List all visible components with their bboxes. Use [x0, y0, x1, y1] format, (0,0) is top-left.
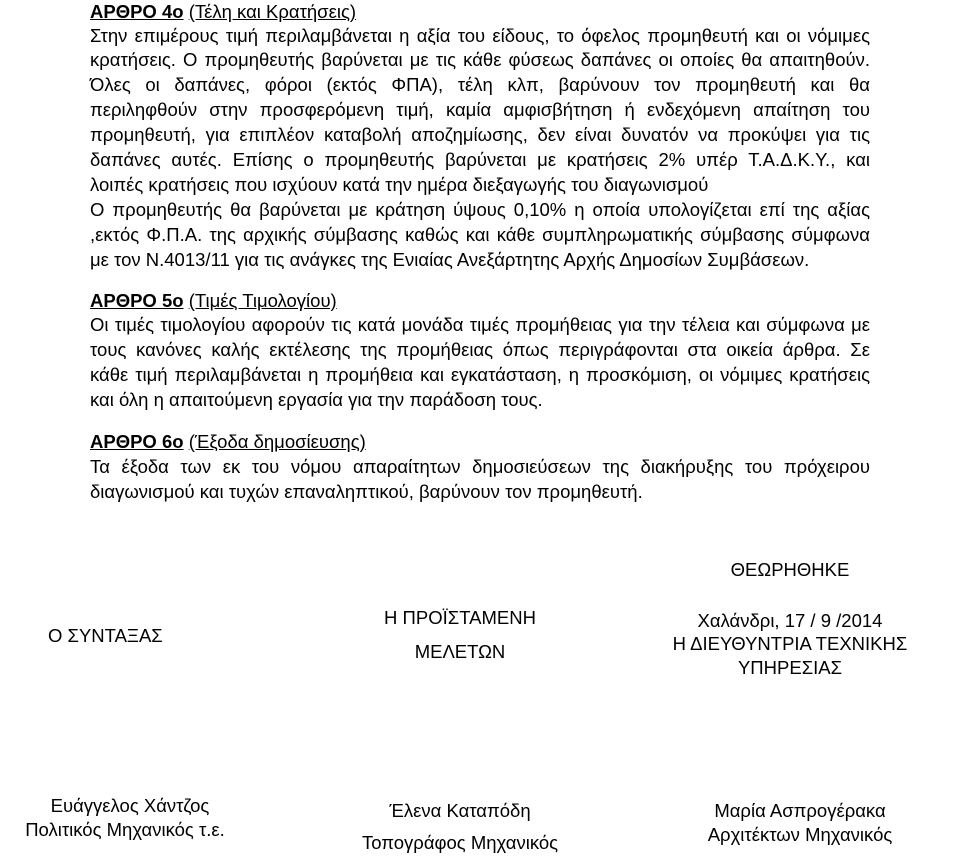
article4-line: με τον Ν.4013/11 για τις ανάγκες της Ενιαίας Ανεξάρτητης Αρχής Δημοσίων Συμβάσεων. — [90, 249, 810, 270]
head-title: Τοπογράφος Μηχανικός — [361, 832, 559, 853]
article4-line: δαπάνες αυτές. Επίσης ο προμηθευτής βαρύνεται με κρατήσεις 2% υπέρ Τ.Α.Δ.Κ.Υ., και — [90, 149, 870, 170]
article5-line: τους κανόνες καλής εκτέλεσης της προμήθειας όπως περιγράφονται στα οικεία άρθρα. Σε — [90, 339, 870, 360]
author-name: Ευάγγελος Χάντζος — [50, 795, 210, 816]
article4-line: Όλες οι δαπάνες, φόροι (εκτός ΦΠΑ), τέλη κλπ, βαρύνουν τον προμηθευτή και θα — [90, 74, 870, 95]
article6-subtitle: (Έξοδα δημοσίευσης) — [188, 431, 366, 452]
head-role-line2: ΜΕΛΕΤΩΝ — [414, 641, 506, 662]
article4-line: ,εκτός Φ.Π.Α. της αρχικής σύμβασης καθώς και κάθε συμπληρωματικής σύμβασης σύμφωνα — [90, 224, 870, 245]
article4-line: περιληφθούν στην προσφερόμενη τιμή, καμία αμφισβήτηση ή ενδεχόμενη απαίτηση του — [90, 99, 870, 120]
author-role: Ο ΣΥΝΤΑΞΑΣ — [48, 625, 163, 646]
article4-line: προμηθευτή, για επιπλέον καταβολή αποζημίωσης, δεν είναι δυνατόν να προκύψει για τις — [90, 124, 870, 145]
director-name: Μαρία Ασπρογέρακα — [714, 800, 886, 821]
article6-heading — [90, 430, 366, 454]
article6-line: διαγωνισμού και τυχών επαναληπτικού, βαρύνουν τον προμηθευτή. — [90, 481, 643, 502]
article4-line: κρατήσεις. Ο προμηθευτής βαρύνεται με τις κάθε φύσεως δαπάνες οι οποίες θα απαιτηθούν. — [90, 49, 870, 70]
article4-line: Ο προμηθευτής θα βαρύνεται με κράτηση ύψους 0,10% η οποία υπολογίζεται επί της αξίας — [90, 199, 870, 220]
article6-line: Τα έξοδα των εκ του νόμου απαραίτητων δημοσιεύσεων της διακήρυξης του πρόχειρου — [90, 456, 870, 477]
article5-line: κάθε τιμή περιλαμβάνεται η προμήθεια και εγκατάσταση, η προσκόμιση, οι νόμιμες κρατήσεις — [90, 364, 870, 385]
head-role: Η ΠΡΟΪΣΤΑΜΕΝΗ — [384, 607, 536, 628]
director-title: Αρχιτέκτων Μηχανικός — [707, 824, 893, 845]
place-date: Χαλάνδρι, 17 / 9 /2014 — [697, 610, 883, 631]
article5-title: ΑΡΘΡΟ 5ο — [90, 290, 184, 311]
article4-line: λοιπές κρατήσεις που ισχύουν κατά την ημέρα διεξαγωγής του διαγωνισμού — [90, 174, 709, 195]
article5-line: Οι τιμές τιμολογίου αφορούν τις κατά μονάδα τιμές προμήθειας για την τέλεια και σύμφωνα με — [90, 314, 870, 335]
article4-heading — [90, 0, 356, 24]
author-title: Πολιτικός Μηχανικός τ.ε. — [25, 819, 225, 840]
head-name: Έλενα Καταπόδη — [389, 800, 531, 821]
article4-title: ΑΡΘΡΟ 4ο — [90, 1, 184, 22]
article5-line: και όλη η απαιτούμενη εργασία για την παράδοση τους. — [90, 389, 543, 410]
approved-label: ΘΕΩΡΗΘΗΚΕ — [730, 559, 850, 580]
article6-title: ΑΡΘΡΟ 6ο — [90, 431, 184, 452]
director-role: Η ΔΙΕΥΘΥΝΤΡΙΑ ΤΕΧΝΙΚΗΣ — [672, 633, 908, 654]
article5-subtitle: (Τιμές Τιμολογίου) — [188, 290, 337, 311]
director-role-line2: ΥΠΗΡΕΣΙΑΣ — [737, 657, 843, 678]
article4-subtitle: (Τέλη και Κρατήσεις) — [188, 1, 357, 22]
article4-line: Στην επιμέρους τιμή περιλαμβάνεται η αξία του είδους, το όφελος προμηθευτή και οι νόμιμες — [90, 25, 870, 46]
article5-heading — [90, 289, 337, 313]
